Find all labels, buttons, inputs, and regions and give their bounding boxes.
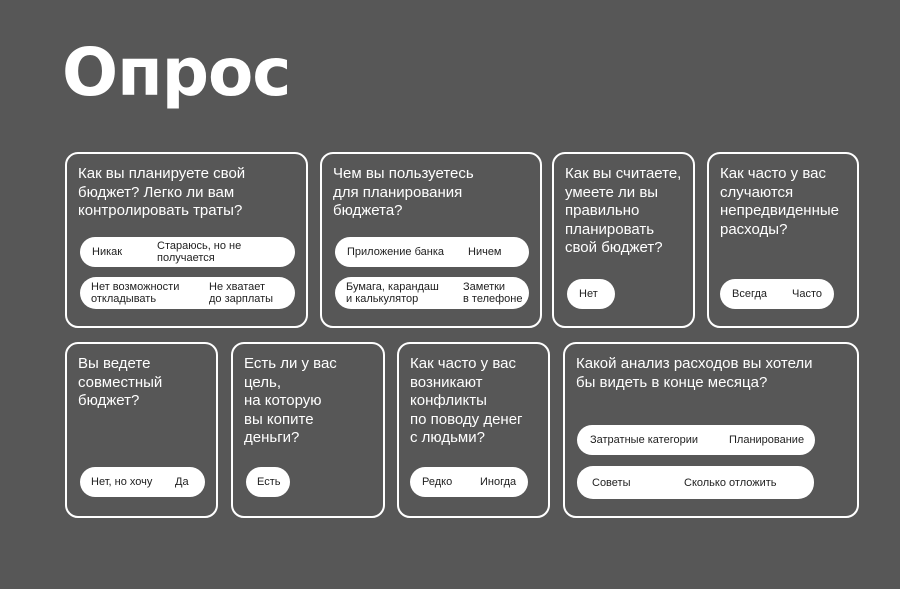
answer-option-skolko-otlozhit[interactable]: Сколько отложить	[684, 476, 777, 489]
answer-pill	[577, 466, 814, 499]
answer-pill	[80, 467, 205, 497]
survey-card-planning-tools	[320, 152, 542, 328]
answer-option-sovety[interactable]: Советы	[592, 476, 631, 489]
answer-option-planirovanie[interactable]: Планирование	[729, 434, 805, 446]
answer-option-ne-hvataet[interactable]: Не хватает до зарплаты	[209, 281, 274, 305]
answer-option-notes[interactable]: Заметки в телефоне	[463, 281, 523, 305]
answer-pill	[577, 425, 815, 455]
question-text: Как часто у вас случаются непредвиденные расходы?	[720, 165, 839, 238]
survey-card-budget-planning	[65, 152, 308, 328]
answer-option-net-no-hochu[interactable]: Нет, но хочу	[91, 476, 153, 488]
answer-option-nichem[interactable]: Ничем	[468, 246, 502, 258]
answer-option-nikak[interactable]: Никак	[92, 246, 123, 258]
answer-option-vsegda[interactable]: Всегда	[732, 288, 768, 300]
answer-option-est[interactable]: Есть	[257, 476, 281, 488]
answer-pill	[80, 277, 295, 309]
question-text: Есть ли у вас цель, на которую вы копите деньги?	[244, 355, 337, 446]
question-text: Как часто у вас возникают конфликты по поводу денег с людьми?	[410, 355, 523, 446]
answer-pill	[720, 279, 834, 309]
answer-option-paper[interactable]: Бумага, карандаш и калькулятор	[346, 281, 439, 305]
question-text: Какой анализ расходов вы хотели бы видеть в конце месяца?	[576, 355, 813, 391]
answer-pill	[335, 237, 529, 267]
answer-option-starayus[interactable]: Стараюсь, но не получается	[157, 240, 242, 264]
answer-option-net[interactable]: Нет	[579, 288, 598, 300]
survey-card-money-conflicts	[397, 342, 550, 518]
survey-card-self-assessment	[552, 152, 695, 328]
answer-option-inogda[interactable]: Иногда	[480, 476, 517, 488]
answer-option-chasto[interactable]: Часто	[792, 288, 822, 300]
page-title: Опрос	[62, 34, 291, 111]
survey-card-shared-budget	[65, 342, 218, 518]
survey-card-expense-analysis	[563, 342, 859, 518]
answer-pill	[410, 467, 528, 497]
survey-card-unexpected-expenses	[707, 152, 859, 328]
answer-pill	[335, 277, 529, 309]
question-text: Как вы планируете свой бюджет? Легко ли вам контролировать траты?	[78, 165, 246, 219]
question-text: Чем вы пользуетесь для планирования бюджета?	[333, 165, 474, 219]
question-text: Как вы считаете, умеете ли вы правильно планировать свой бюджет?	[565, 165, 682, 256]
answer-option-bank-app[interactable]: Приложение банка	[347, 246, 444, 258]
answer-pill	[567, 279, 615, 309]
answer-option-da[interactable]: Да	[175, 476, 189, 488]
survey-card-savings-goal	[231, 342, 385, 518]
answer-option-net-vozmozhnosti[interactable]: Нет возможности откладывать	[91, 281, 180, 305]
answer-option-redko[interactable]: Редко	[422, 476, 453, 488]
question-text: Вы ведете совместный бюджет?	[78, 355, 163, 409]
answer-option-zatratnye[interactable]: Затратные категории	[590, 434, 699, 446]
answer-pill	[246, 467, 290, 497]
answer-pill	[80, 237, 295, 267]
